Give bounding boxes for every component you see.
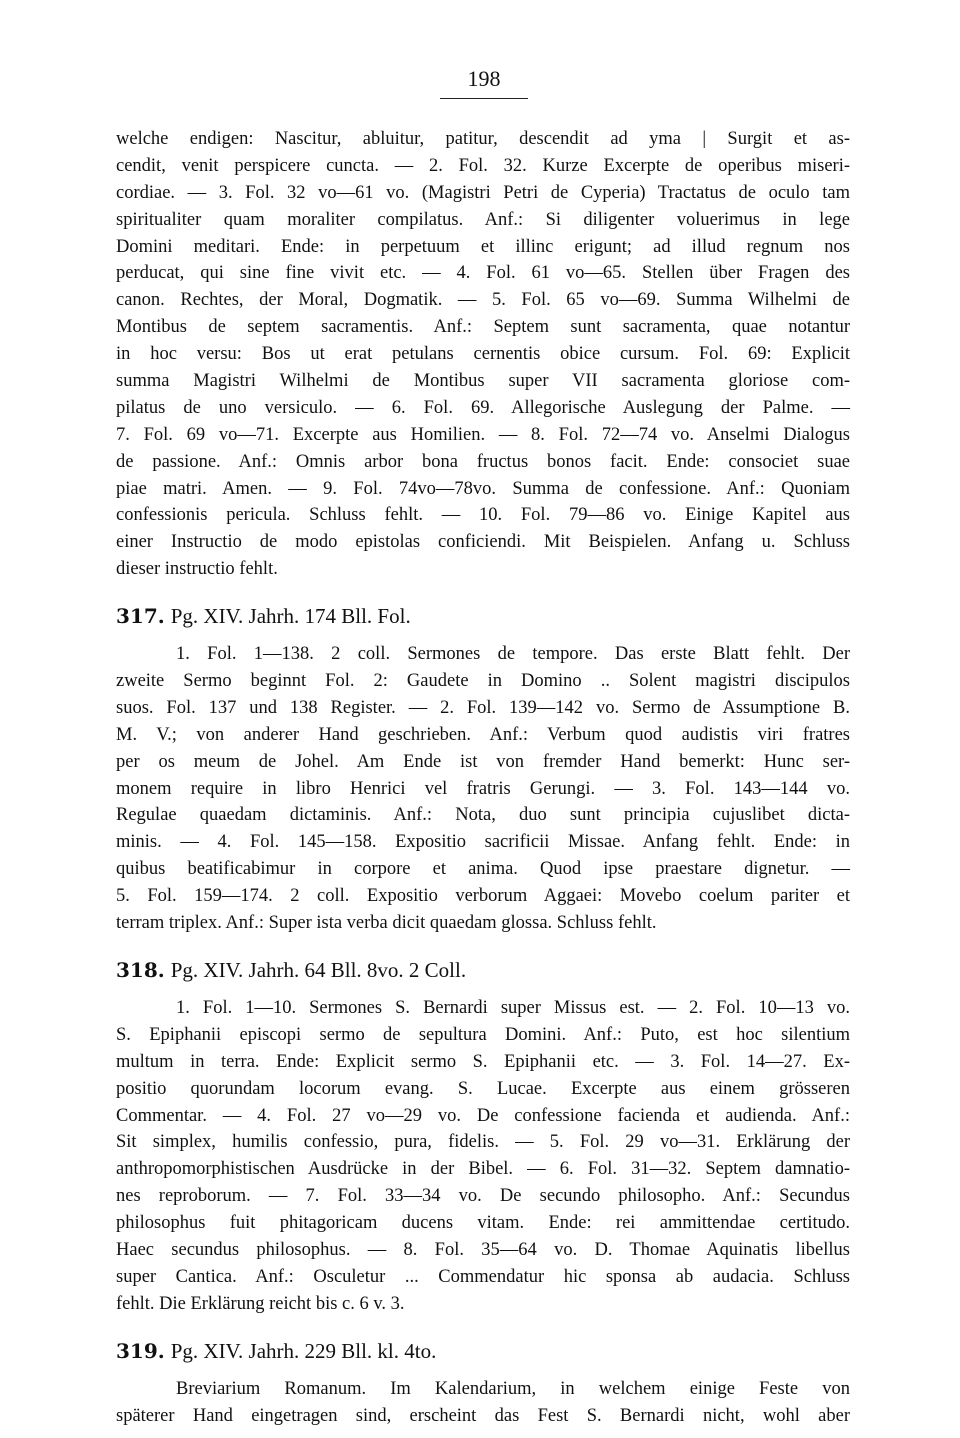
entry-heading-text: Pg. XIV. Jahrh. 174 Bll. Fol. bbox=[170, 604, 411, 629]
entry-text bbox=[116, 1376, 850, 1430]
text-line: Sit simplex, humilis confessio, pura, fidelis. — 5. Fol. 29 vo—31. Erklärung der bbox=[116, 1132, 850, 1153]
text-line: 1. Fol. 1—138. 2 coll. Sermones de tempore. Das erste Blatt fehlt. Der bbox=[176, 644, 850, 665]
text-line: multum in terra. Ende: Explicit sermo S. Epiphanii etc. — 3. Fol. 14—27. Ex- bbox=[116, 1051, 850, 1072]
text-line: M. V.; von anderer Hand geschrieben. Anf.: Verbum quod audistis viri fratres bbox=[116, 724, 850, 745]
text-line: dieser instructio fehlt. bbox=[116, 559, 278, 580]
text-line: philosophus fuit phitagoricam ducens vitam. Ende: rei ammittendae certitudo. bbox=[116, 1213, 850, 1234]
text-line: suos. Fol. 137 und 138 Register. — 2. Fol. 139—142 vo. Sermo de Assumptione B. bbox=[116, 697, 850, 718]
text-line: Domini meditari. Ende: in perpetuum et illinc erigunt; ad illud regnum nos bbox=[116, 236, 850, 257]
text-line: piae matri. Amen. — 9. Fol. 74vo—78vo. Summa de confessione. Anf.: Quoniam bbox=[116, 478, 850, 499]
text-line: spiritualiter quam moraliter compilatus. Anf.: Si diligenter voluerimus in lege bbox=[116, 209, 850, 230]
entry-heading bbox=[116, 601, 850, 631]
text-line: 7. Fol. 69 vo—71. Excerpte aus Homilien. — 8. Fol. 72—74 vo. Anselmi Dialogus bbox=[116, 424, 850, 445]
entry-heading bbox=[116, 955, 850, 985]
text-line: S. Epiphanii episcopi sermo de sepultura Domini. Anf.: Puto, est hoc silentium bbox=[116, 1024, 850, 1045]
text-line: monem require in libro Henrici vel fratris Gerungi. — 3. Fol. 143—144 vo. bbox=[116, 778, 850, 799]
text-line: Commentar. — 4. Fol. 27 vo—29 vo. De confessione facienda et audienda. Anf.: bbox=[116, 1105, 850, 1126]
text-line: nes reproborum. — 7. Fol. 33—34 vo. De secundo philosopho. Anf.: Secundus bbox=[116, 1186, 850, 1207]
page-number-rule bbox=[440, 98, 528, 99]
text-line: in hoc versu: Bos ut erat petulans cernentis obice cursum. Fol. 69: Explicit bbox=[116, 344, 850, 365]
text-line: terram triplex. Anf.: Super ista verba dicit quaedam glossa. Schluss fehlt. bbox=[116, 913, 657, 934]
text-line: welche endigen: Nascitur, abluitur, patitur, descendit ad yma | Surgit et as- bbox=[116, 129, 850, 149]
text-line: cendit, venit perspicere cuncta. — 2. Fol. 32. Kurze Excerpte de operibus miseri- bbox=[116, 155, 850, 176]
text-line: zweite Sermo beginnt Fol. 2: Gaudete in Domino .. Solent magistri discipulos bbox=[116, 671, 850, 692]
text-line: summa Magistri Wilhelmi de Montibus super VII sacramenta gloriose com- bbox=[116, 371, 850, 392]
text-line: cordiae. — 3. Fol. 32 vo—61 vo. (Magistri Petri de Cyperia) Tractatus de oculo tam bbox=[116, 182, 850, 203]
text-line: Haec secundus philosophus. — 8. Fol. 35—64 vo. D. Thomae Aquinatis libellus bbox=[116, 1239, 850, 1260]
intro-paragraph bbox=[116, 126, 850, 583]
page-number: 198 bbox=[467, 66, 501, 91]
text-line: de passione. Anf.: Omnis arbor bona fructus bonos facit. Ende: consociet suae bbox=[116, 451, 850, 472]
text-line: pilatus de uno versiculo. — 6. Fol. 69. Allegorische Auslegung der Palme. — bbox=[116, 397, 850, 418]
entry-heading-text: Pg. XIV. Jahrh. 64 Bll. 8vo. 2 Coll. bbox=[170, 957, 467, 982]
entry-text bbox=[116, 641, 850, 937]
text-line: per os meum de Johel. Am Ende ist von fremder Hand bemerkt: Hunc ser- bbox=[116, 751, 850, 772]
text-line: perducat, qui sine fine vivit etc. — 4. Fol. 61 vo—65. Stellen über Fragen des bbox=[116, 263, 850, 284]
entry-heading-text: Pg. XIV. Jahrh. 229 Bll. kl. 4to. bbox=[170, 1338, 437, 1363]
text-line: positio quorundam locorum evang. S. Lucae. Excerpte aus einem grösseren bbox=[116, 1078, 850, 1099]
text-line: minis. — 4. Fol. 145—158. Expositio sacrificii Missae. Anfang fehlt. Ende: in bbox=[116, 832, 850, 853]
entry-number: 318. bbox=[116, 957, 165, 982]
text-line: Breviarium Romanum. Im Kalendarium, in welchem einige Feste von bbox=[176, 1378, 850, 1399]
text-line: anthropomorphistischen Ausdrücke in der Bibel. — 6. Fol. 31—32. Septem damnatio- bbox=[116, 1159, 850, 1180]
entry-number: 319. bbox=[116, 1338, 165, 1363]
text-line: 1. Fol. 1—10. Sermones S. Bernardi super Missus est. — 2. Fol. 10—13 vo. bbox=[176, 997, 850, 1018]
text-line: Montibus de septem sacramentis. Anf.: Septem sunt sacramenta, quae notantur bbox=[116, 317, 850, 338]
page-body bbox=[116, 126, 850, 1429]
text-line: confessionis pericula. Schluss fehlt. — 10. Fol. 79—86 vo. Einige Kapitel aus bbox=[116, 505, 850, 526]
entry-number: 317. bbox=[116, 604, 165, 629]
text-line: super Cantica. Anf.: Osculetur ... Commendatur hic sponsa ab audacia. Schluss bbox=[116, 1266, 850, 1287]
text-line: quibus beatificabimur in corpore et anima. Quod ipse praestare dignetur. — bbox=[116, 859, 850, 880]
text-line: Regulae quaedam dictaminis. Anf.: Nota, duo sunt principia cujuslibet dicta- bbox=[116, 805, 850, 826]
text-line: späterer Hand eingetragen sind, erscheint das Fest S. Bernardi nicht, wohl aber bbox=[116, 1405, 850, 1426]
entry-text bbox=[116, 995, 850, 1318]
text-line: fehlt. Die Erklärung reicht bis c. 6 v. 3. bbox=[116, 1293, 405, 1314]
text-line: canon. Rechtes, der Moral, Dogmatik. — 5. Fol. 65 vo—69. Summa Wilhelmi de bbox=[116, 290, 850, 311]
text-line: einer Instructio de modo epistolas conficiendi. Mit Beispielen. Anfang u. Schluss bbox=[116, 532, 850, 553]
text-line: 5. Fol. 159—174. 2 coll. Expositio verborum Aggaei: Movebo coelum pariter et bbox=[116, 886, 850, 907]
entry-heading bbox=[116, 1336, 850, 1366]
